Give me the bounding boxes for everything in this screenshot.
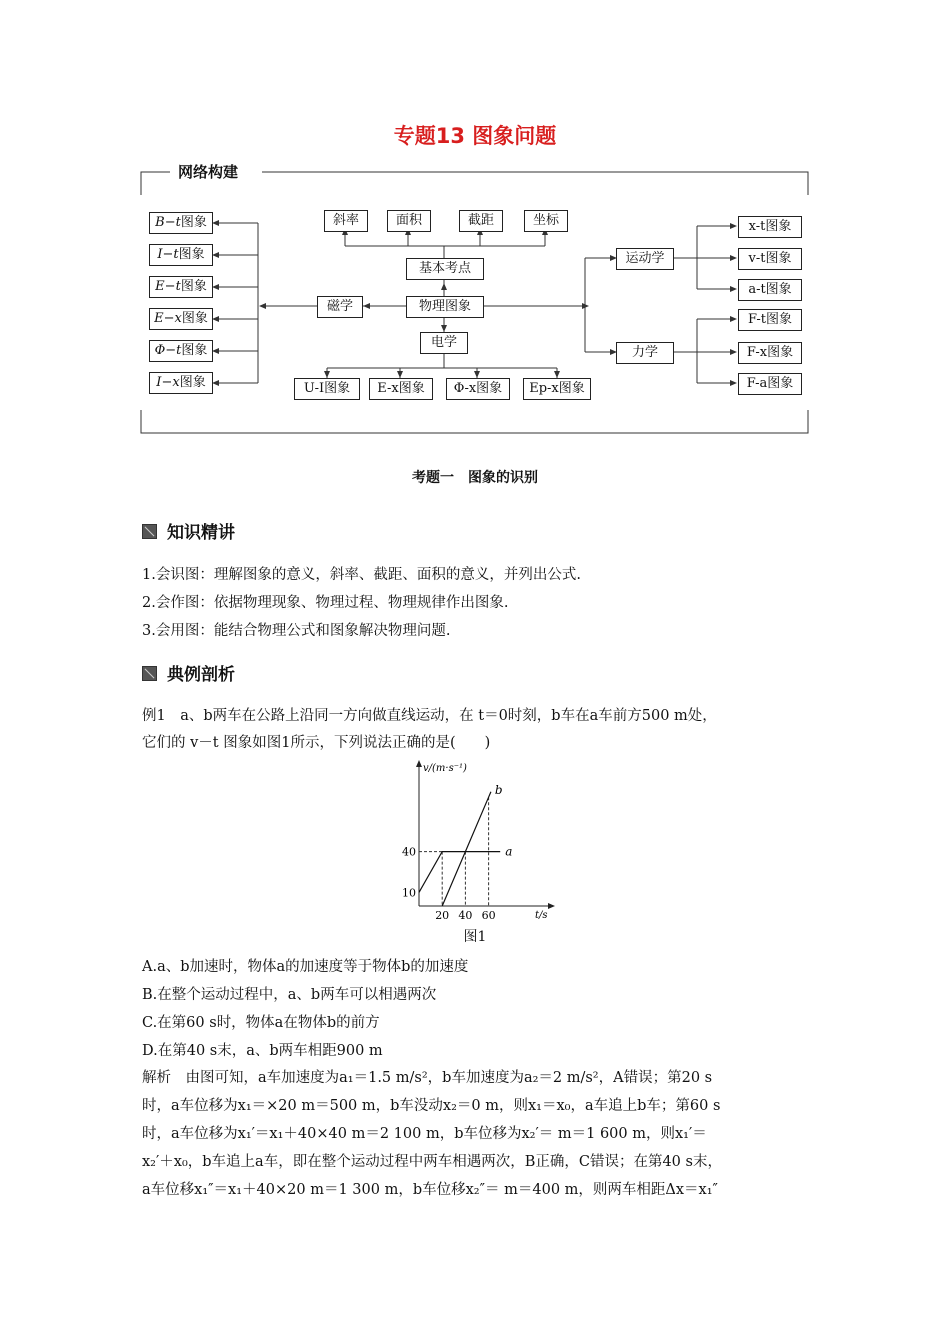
examples-heading: 典例剖析	[142, 660, 235, 685]
page-title: 专题13 图象问题	[393, 124, 557, 148]
x-tick-label: 40	[458, 909, 473, 920]
magnetism-item: B−t图象	[149, 212, 213, 234]
basic-item-area: 面积	[387, 210, 431, 232]
option-b: B.在整个运动过程中，a、b两车可以相遇两次	[142, 987, 437, 1003]
analysis-line: 时，a车位移为x₁＝×20 m＝500 m，b车没动x₂＝0 m，则x₁＝x₀，a车追上b车；第60 s	[142, 1098, 721, 1114]
magnetism-item: E−x图象	[149, 308, 213, 330]
magnetism-item: Φ−t图象	[149, 340, 213, 362]
mechanics-node: 力学	[616, 342, 674, 364]
series-a-label: a	[505, 844, 513, 859]
magnetism-node: 磁学	[317, 296, 363, 318]
electricity-item: E-x图象	[369, 378, 433, 400]
mechanics-item: F-x图象	[738, 342, 802, 364]
electricity-node: 电学	[420, 332, 468, 354]
mechanics-item: F-t图象	[738, 309, 802, 331]
electricity-item: Φ-x图象	[446, 378, 510, 400]
basic-node: 基本考点	[406, 258, 484, 280]
y-axis-arrow	[416, 760, 422, 767]
basic-item-slope: 斜率	[324, 210, 368, 232]
knowledge-item: 2.会作图：依据物理现象、物理过程、物理规律作出图象.	[142, 595, 509, 611]
x-tick-label: 20	[435, 909, 450, 920]
topic-heading: 考题一 图象的识别	[412, 470, 538, 486]
option-c: C.在第60 s时，物体a在物体b的前方	[142, 1015, 380, 1031]
x-tick-label: 60	[481, 909, 496, 920]
analysis-line: 解析 由图可知，a车加速度为a₁＝1.5 m/s²，b车加速度为a₂＝2 m/s²，A错误；第20 s	[142, 1070, 713, 1086]
question-line: 它们的 v－t 图象如图1所示，下列说法正确的是( )	[142, 735, 491, 751]
kinematics-item: x-t图象	[738, 216, 802, 238]
y-axis-label: v/(m·s⁻¹)	[423, 763, 467, 774]
kinematics-item: a-t图象	[738, 279, 802, 301]
analysis-line: 时，a车位移为x₁′＝x₁＋40×40 m＝2 100 m，b车位移为x₂′＝ m＝1 600 m，则x₁′＝	[142, 1126, 707, 1142]
kinematics-item: v-t图象	[738, 248, 802, 270]
analysis-line: x₂′＋x₀，b车追上a车，即在整个运动过程中两车相遇两次，B正确，C错误；在第40 s末，	[142, 1154, 722, 1170]
basic-item-coordinate: 坐标	[524, 210, 568, 232]
y-tick-label: 40	[402, 845, 416, 859]
section-square-icon	[142, 524, 157, 539]
magnetism-item: I−x图象	[149, 372, 213, 394]
section-square-icon	[142, 666, 157, 681]
x-axis-arrow	[548, 903, 555, 909]
electricity-item: U-I图象	[294, 378, 360, 400]
basic-item-intercept: 截距	[459, 210, 503, 232]
vt-chart	[395, 756, 565, 920]
analysis-line: a车位移x₁″＝x₁＋40×20 m＝1 300 m，b车位移x₂″＝ m＝400 m，则两车相距Δx＝x₁″	[142, 1182, 718, 1198]
y-tick-label: 10	[402, 886, 416, 900]
mechanics-item: F-a图象	[738, 373, 802, 395]
series-b-label: b	[494, 782, 503, 797]
center-node: 物理图象	[406, 296, 484, 318]
network-heading: 网络构建	[172, 161, 244, 182]
option-a: A.a、b加速时，物体a的加速度等于物体b的加速度	[142, 959, 469, 975]
series-b-line	[442, 792, 491, 906]
question-line: 例1 a、b两车在公路上沿同一方向做直线运动，在 t＝0时刻，b车在a车前方500 m处，	[142, 708, 717, 724]
electricity-item: Ep-x图象	[523, 378, 591, 400]
series-a-line	[419, 852, 500, 893]
option-d: D.在第40 s末，a、b两车相距900 m	[142, 1043, 383, 1059]
figure-caption: 图1	[463, 929, 487, 945]
magnetism-item: E−t图象	[149, 276, 213, 298]
knowledge-heading: 知识精讲	[142, 518, 235, 543]
kinematics-node: 运动学	[616, 248, 674, 270]
knowledge-item: 1.会识图：理解图象的意义，斜率、截距、面积的意义，并列出公式.	[142, 567, 581, 583]
knowledge-item: 3.会用图：能结合物理公式和图象解决物理问题.	[142, 623, 451, 639]
magnetism-item: I−t图象	[149, 244, 213, 266]
x-axis-label: t/s	[535, 910, 548, 920]
